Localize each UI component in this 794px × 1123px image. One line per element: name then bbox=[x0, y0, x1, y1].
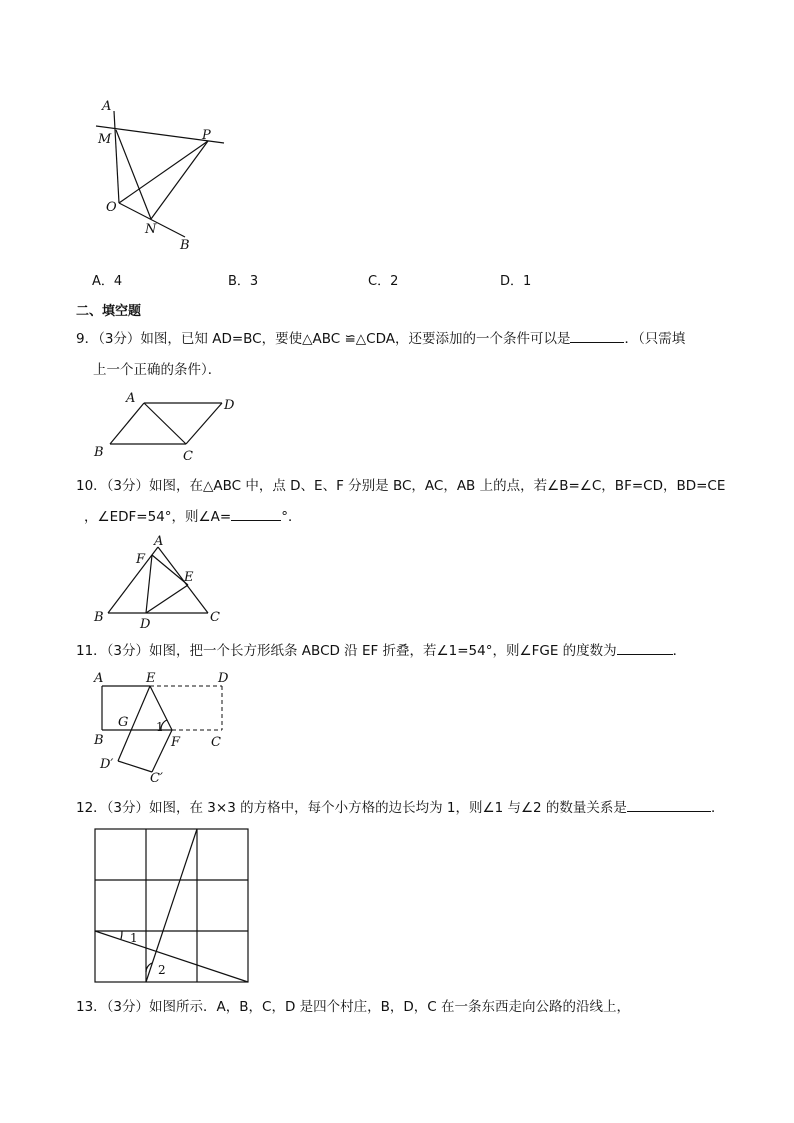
choice-a[interactable]: A．4 bbox=[92, 274, 123, 289]
label-F: F bbox=[136, 552, 146, 567]
label-D-prime: D′ bbox=[100, 757, 114, 772]
q11-answer-blank[interactable] bbox=[617, 640, 673, 655]
label-P: P bbox=[202, 128, 211, 143]
section-title: 二、填空题 bbox=[76, 304, 142, 319]
question-9-line1 bbox=[76, 324, 685, 354]
label-O: O bbox=[106, 200, 117, 215]
figure-q11 bbox=[90, 668, 240, 783]
choice-d[interactable]: D．1 bbox=[500, 274, 532, 289]
label-C: C bbox=[210, 610, 220, 625]
q12-text-post: ． bbox=[710, 800, 725, 816]
label-E: E bbox=[184, 570, 194, 585]
q9-text-post: ．（只需填 bbox=[624, 331, 686, 347]
label-B: B bbox=[94, 610, 104, 625]
question-13: 13．（3分）如图所示．A，B，C，D 是四个村庄，B，D，C 在一条东西走向公路的沿线上， bbox=[76, 999, 630, 1015]
label-C-prime: C′ bbox=[150, 771, 163, 783]
figure-q8 bbox=[90, 95, 240, 255]
q10-answer-blank[interactable] bbox=[231, 506, 281, 521]
q9-answer-blank[interactable] bbox=[570, 328, 624, 343]
q10-text-post: °． bbox=[281, 509, 302, 525]
label-angle-1: 1 bbox=[130, 931, 138, 945]
label-C: C bbox=[211, 735, 221, 750]
label-F: F bbox=[171, 735, 181, 750]
label-A: A bbox=[102, 99, 112, 114]
label-N: N bbox=[145, 222, 157, 237]
label-B: B bbox=[94, 733, 104, 748]
figure-q12-grid bbox=[92, 826, 252, 986]
q12-text-pre: 12．（3分）如图，在 3×3 的方格中，每个小方格的边长均为 1，则∠1 与∠2 的数量关系是 bbox=[76, 800, 627, 816]
label-D: D bbox=[140, 617, 151, 630]
question-11 bbox=[76, 636, 686, 666]
figure-q10 bbox=[92, 535, 232, 630]
figure-q9 bbox=[90, 388, 250, 463]
question-12 bbox=[76, 793, 724, 823]
label-B: B bbox=[94, 445, 104, 460]
label-A: A bbox=[154, 535, 164, 549]
label-angle-1: 1 bbox=[156, 720, 164, 734]
label-A: A bbox=[126, 391, 136, 406]
q10-text-pre: ，∠EDF=54°，则∠A= bbox=[84, 509, 232, 525]
label-D: D bbox=[224, 398, 235, 413]
label-M: M bbox=[98, 132, 112, 147]
label-C: C bbox=[183, 449, 193, 463]
choice-b[interactable]: B．3 bbox=[228, 274, 259, 289]
question-10-line2 bbox=[84, 502, 301, 532]
label-D: D bbox=[218, 671, 229, 686]
label-B: B bbox=[180, 238, 190, 253]
label-angle-2: 2 bbox=[158, 963, 166, 977]
label-G: G bbox=[118, 715, 129, 730]
question-9-line2: 上一个正确的条件）． bbox=[93, 362, 222, 378]
question-10-line1: 10．（3分）如图，在△ABC 中，点 D、E、F 分别是 BC，AC，AB 上的点，若∠B=∠C，BF=CD，BD=CE bbox=[76, 478, 726, 494]
choice-c[interactable]: C．2 bbox=[368, 274, 399, 289]
q11-text-pre: 11．（3分）如图，把一个长方形纸条 ABCD 沿 EF 折叠，若∠1=54°，则∠FGE 的度数为 bbox=[76, 643, 617, 659]
label-E: E bbox=[146, 671, 156, 686]
label-A: A bbox=[94, 671, 104, 686]
q11-text-post: ． bbox=[672, 643, 687, 659]
q12-answer-blank[interactable] bbox=[627, 797, 711, 812]
q9-text-pre: 9．（3分）如图，已知 AD=BC，要使△ABC ≌△CDA，还要添加的一个条件可以是 bbox=[76, 331, 571, 347]
